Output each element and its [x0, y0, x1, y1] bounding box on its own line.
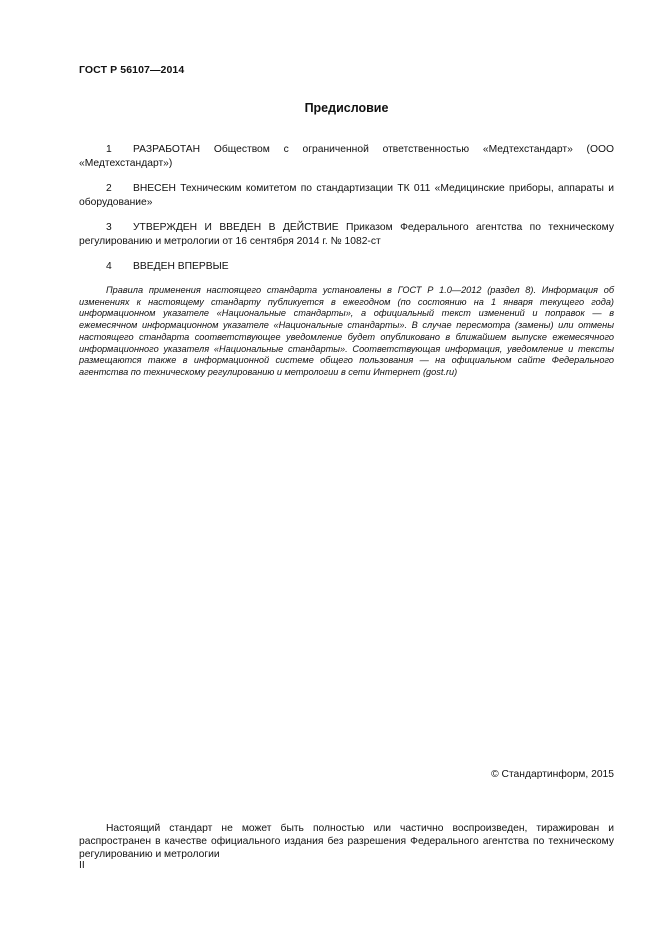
copyright-line: © Стандартинформ, 2015 [491, 769, 614, 780]
preface-item-1 [79, 143, 614, 170]
preface-item-4 [79, 260, 614, 274]
item-text: ВВЕДЕН ВПЕРВЫЕ [133, 261, 229, 272]
preface-item-3 [79, 221, 614, 248]
item-number: 3 [106, 222, 112, 233]
item-text: РАЗРАБОТАН Обществом с ограниченной ответственностью «Медтехстандарт» (ООО «Медтехстандарт») [79, 144, 614, 169]
page-title: Предисловие [304, 101, 389, 115]
application-rules-note: Правила применения настоящего стандарта установлены в ГОСТ Р 1.0—2012 (раздел 8). Информация об изменениях к настоящему стандарту публикуется в ежегодном (по состоянию на 1 января текущего года) информационном указателе «Национальные стандарты», а официальный текст изменений и поправок — в ежемесячном информационном указателе «Национальные стандарты». В случае пересмотра (замены) или отмены настоящего стандарта соответствующее уведомление будет опубликовано в ближайшем выпуске ежемесячного информационного указателя «Национальные стандарты». Соответствующая информация, уведомление и тексты размещаются также в информационной системе общего пользования — на официальном сайте Федерального агентства по техническому регулированию и метрологии в сети Интернет (gost.ru) [79, 285, 614, 377]
preface-item-2 [79, 182, 614, 209]
page-number: II [79, 860, 85, 871]
item-number: 4 [106, 261, 112, 272]
item-text: УТВЕРЖДЕН И ВВЕДЕН В ДЕЙСТВИЕ Приказом Федерального агентства по техническому регулированию и метрологии от 16 сентября 2014 г. № 1082-ст [79, 222, 614, 247]
reproduction-notice: Настоящий стандарт не может быть полностью или частично воспроизведен, тиражирован и распространен в качестве официального издания без разрешения Федерального агентства по техническому регулированию и метрологии [79, 823, 614, 861]
item-text: ВНЕСЕН Техническим комитетом по стандартизации ТК 011 «Медицинские приборы, аппараты и оборудование» [79, 183, 614, 208]
document-code: ГОСТ Р 56107—2014 [79, 64, 185, 76]
item-number: 1 [106, 144, 112, 155]
preface-items [79, 143, 614, 286]
item-number: 2 [106, 183, 112, 194]
